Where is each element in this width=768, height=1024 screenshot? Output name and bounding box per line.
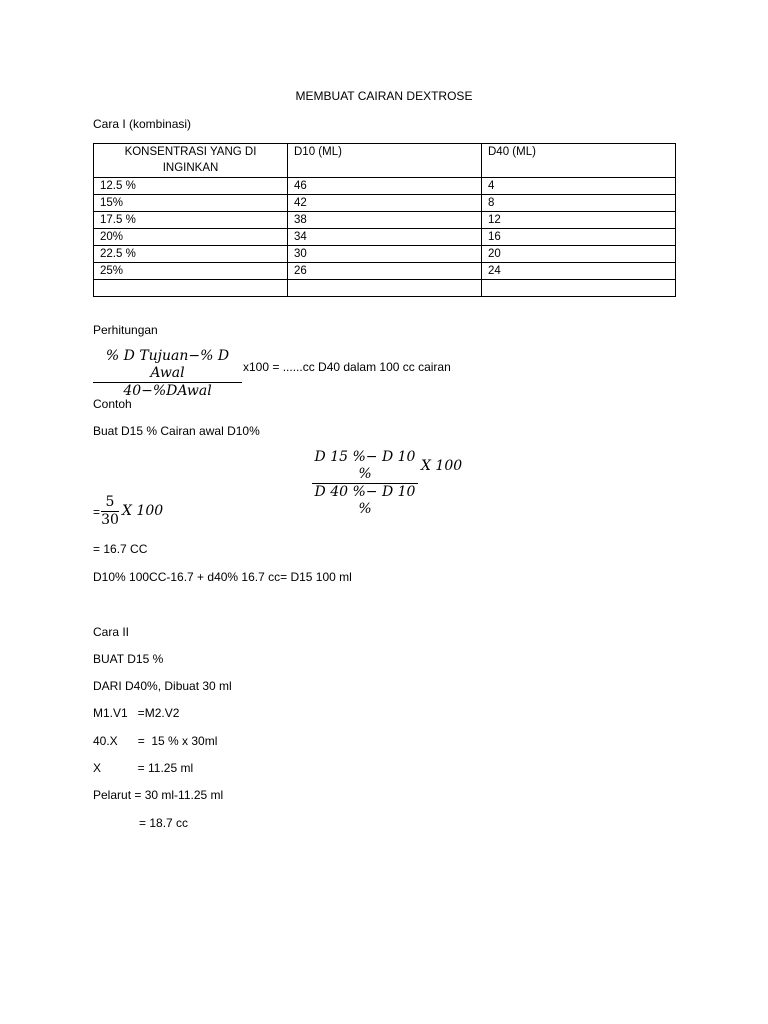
contoh-fraction (312, 449, 418, 518)
contoh-line1: Buat D15 % Cairan awal D10% (93, 424, 260, 438)
cell-d40: 24 (482, 263, 676, 280)
table-row-empty (94, 280, 676, 297)
contoh-denominator: D 40 %− D 10 % (314, 484, 416, 517)
contoh-heading: Contoh (93, 397, 132, 411)
contoh-numerator: D 15 %− D 10 % (314, 449, 416, 482)
cara2-line: DARI D40%, Dibuat 30 ml (93, 679, 232, 693)
header-d40: D40 (ML) (482, 144, 676, 178)
cell-konsentrasi: 15% (94, 195, 288, 212)
cell-konsentrasi: 22.5 % (94, 246, 288, 263)
cell-konsentrasi: 20% (94, 229, 288, 246)
eq-denominator: 30 (101, 512, 119, 528)
table-row (94, 246, 676, 263)
cara2-heading: Cara II (93, 625, 130, 639)
cell-d10 (288, 280, 482, 297)
cara2-line: = 18.7 cc (139, 816, 189, 830)
eq-numerator: 5 (105, 494, 115, 510)
table-header-row (94, 144, 676, 178)
cell-d10: 42 (288, 195, 482, 212)
cell-d40: 8 (482, 195, 676, 212)
contoh-frac-tail: X 100 (421, 458, 463, 474)
formula-tail: x100 = ......cc D40 dalam 100 cc cairan (243, 360, 451, 374)
eq-prefix: = (93, 505, 101, 519)
contoh-summary: D10% 100CC-16.7 + d40% 16.7 cc= D15 100 ml (93, 570, 352, 584)
konsentrasi-table (93, 143, 676, 297)
perhitungan-formula-fraction (93, 348, 242, 400)
cell-d40: 16 (482, 229, 676, 246)
table-row (94, 229, 676, 246)
eq-tail: X 100 (122, 503, 164, 519)
cell-d10: 38 (288, 212, 482, 229)
cara2-line: X = 11.25 ml (93, 761, 194, 775)
formula-numerator: % D Tujuan−% D Awal (105, 348, 230, 381)
cara2-line: M1.V1 =M2.V2 (93, 706, 180, 720)
formula-denominator: 40−%DAwal (123, 383, 212, 399)
table-row (94, 263, 676, 280)
cell-d40: 4 (482, 178, 676, 195)
cell-d10: 26 (288, 263, 482, 280)
cell-d10: 30 (288, 246, 482, 263)
contoh-result: = 16.7 CC (93, 542, 148, 556)
cell-konsentrasi (94, 280, 288, 297)
table-row (94, 212, 676, 229)
cell-d40: 12 (482, 212, 676, 229)
perhitungan-heading: Perhitungan (93, 323, 158, 337)
table-row (94, 178, 676, 195)
cell-konsentrasi: 12.5 % (94, 178, 288, 195)
cell-d40 (482, 280, 676, 297)
cell-d10: 46 (288, 178, 482, 195)
cell-konsentrasi: 17.5 % (94, 212, 288, 229)
cara2-line: 40.X = 15 % x 30ml (93, 734, 218, 748)
page-title: MEMBUAT CAIRAN DEXTROSE (295, 89, 473, 103)
table-row (94, 195, 676, 212)
header-konsentrasi: KONSENTRASI YANG DI INGINKAN (94, 144, 288, 178)
cara2-line: Pelarut = 30 ml-11.25 ml (93, 788, 224, 802)
cell-konsentrasi: 25% (94, 263, 288, 280)
cell-d40: 20 (482, 246, 676, 263)
eq-fraction (101, 494, 119, 529)
cell-d10: 34 (288, 229, 482, 246)
cara1-heading: Cara I (kombinasi) (93, 117, 192, 131)
cara2-line: BUAT D15 % (93, 652, 164, 666)
header-d10: D10 (ML) (288, 144, 482, 178)
